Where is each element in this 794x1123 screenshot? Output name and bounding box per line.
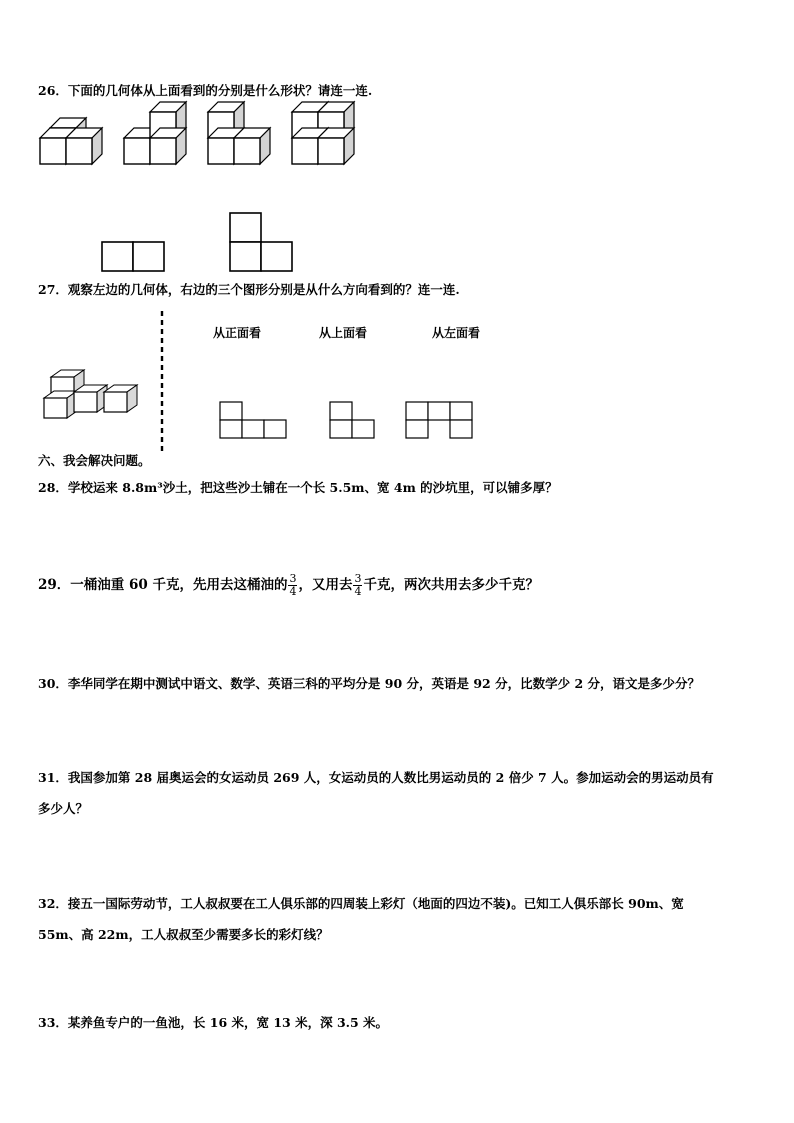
fraction-numerator: 3 [354, 572, 362, 585]
q30-text: 30．李华同学在期中测试中语文、数学、英语三科的平均分是 90 分，英语是 92 分，比数学少 2 分，语文是多少分？ [38, 676, 700, 691]
q32-line1: 32．接五一国际劳动节，工人叔叔要在工人俱乐部的四周装上彩灯（地面的四边不装)。已知工人俱乐部长 90m、宽 [38, 896, 684, 911]
q32-line2: 55m、高 22m，工人叔叔至少需要多长的彩灯线？ [38, 927, 329, 942]
q29-fraction-1 [288, 573, 297, 598]
q31-line2: 多少人？ [38, 801, 89, 816]
solid-4 [292, 102, 354, 164]
solid-2 [124, 102, 186, 164]
label-top: 从上面看 [319, 326, 368, 340]
q29-part1: 29．一桶油重 60 千克，先用去这桶油的 [38, 577, 288, 593]
label-left: 从左面看 [432, 326, 481, 340]
q28-text: 28．学校运来 8.8m³沙土，把这些沙土铺在一个长 5.5m、宽 4m 的沙坑里，可以铺多厚？ [38, 480, 558, 495]
view-b [330, 402, 374, 438]
q31-line1: 31．我国参加第 28 届奥运会的女运动员 269 人，女运动员的人数比男运动员的 2 倍少 7 人。参加运动会的男运动员有 [38, 770, 714, 785]
fraction-denominator: 4 [289, 585, 297, 598]
fraction-denominator: 4 [354, 585, 362, 598]
solid-1 [40, 118, 102, 164]
q29-text [38, 570, 539, 600]
q29-fraction-2 [353, 573, 362, 598]
q27-text: 27．观察左边的几何体，右边的三个图形分别是从什么方向看到的？连一连. [38, 282, 460, 297]
top-view-2 [230, 213, 292, 271]
solid-3 [208, 102, 270, 164]
label-front: 从正面看 [213, 326, 262, 340]
q33-text: 33．某养鱼专户的一鱼池，长 16 米，宽 13 米，深 3.5 米。 [38, 1015, 389, 1030]
q26-text: 26．下面的几何体从上面看到的分别是什么形状？请连一连. [38, 83, 373, 98]
q27-solid [44, 370, 137, 418]
view-c [406, 402, 472, 438]
fraction-numerator: 3 [289, 572, 297, 585]
q29-part2: ，又用去 [298, 577, 353, 593]
view-a [220, 402, 286, 438]
q29-part3: 千克，两次共用去多少千克？ [363, 577, 539, 593]
section-title: 六、我会解决问题。 [38, 453, 151, 468]
top-view-1 [102, 242, 164, 271]
